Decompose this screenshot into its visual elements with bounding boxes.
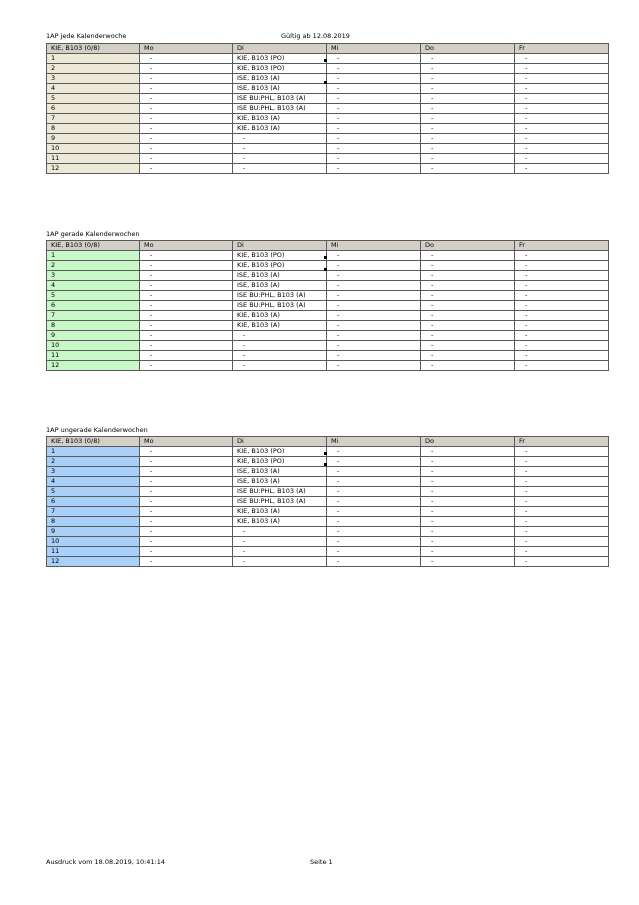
table-row xyxy=(47,557,609,567)
period-number: 11 xyxy=(47,351,140,361)
lesson-cell: - xyxy=(515,281,609,291)
lesson-cell: - xyxy=(515,527,609,537)
lesson-cell: - xyxy=(327,144,421,154)
lesson-cell: - xyxy=(327,74,421,84)
lesson-cell: - xyxy=(327,467,421,477)
table-row xyxy=(47,251,609,261)
table-row xyxy=(47,477,609,487)
period-number: 7 xyxy=(47,311,140,321)
lesson-cell: - xyxy=(327,487,421,497)
lesson-cell: - xyxy=(140,477,233,487)
period-number: 9 xyxy=(47,331,140,341)
lesson-cell: ISE, B103 (A) xyxy=(233,74,327,84)
lesson-cell: - xyxy=(233,144,327,154)
lesson-cell: - xyxy=(140,94,233,104)
lesson-cell: - xyxy=(233,557,327,567)
lesson-cell: - xyxy=(327,84,421,94)
lesson-cell: - xyxy=(327,134,421,144)
cell-marker xyxy=(324,268,327,271)
table-row xyxy=(47,74,609,84)
lesson-cell: KIE, B103 (A) xyxy=(233,517,327,527)
timetable-section-odd-weeks xyxy=(46,424,608,567)
lesson-cell: - xyxy=(421,271,515,281)
period-number: 6 xyxy=(47,104,140,114)
lesson-cell: ISE, B103 (A) xyxy=(233,271,327,281)
lesson-cell: KIE, B103 (PO) xyxy=(233,251,327,261)
lesson-cell: - xyxy=(327,557,421,567)
lesson-cell: - xyxy=(140,301,233,311)
period-number: 8 xyxy=(47,517,140,527)
cell-marker xyxy=(324,81,327,84)
lesson-cell: - xyxy=(140,457,233,467)
lesson-cell: - xyxy=(140,144,233,154)
section-title: 1AP ungerade Kalenderwochen xyxy=(46,426,148,434)
lesson-cell: - xyxy=(515,94,609,104)
lesson-cell: - xyxy=(140,74,233,84)
period-number: 4 xyxy=(47,477,140,487)
table-row xyxy=(47,154,609,164)
lesson-cell: - xyxy=(327,447,421,457)
cell-marker xyxy=(324,463,327,466)
table-row xyxy=(47,517,609,527)
lesson-cell: KIE, B103 (A) xyxy=(233,507,327,517)
lesson-cell: KIE, B103 (A) xyxy=(233,114,327,124)
period-number: 2 xyxy=(47,64,140,74)
lesson-cell: - xyxy=(233,164,327,174)
lesson-cell: - xyxy=(140,447,233,457)
timetable-section-every-week xyxy=(46,43,608,174)
lesson-cell: - xyxy=(515,351,609,361)
lesson-cell: - xyxy=(515,124,609,134)
lesson-cell: - xyxy=(421,301,515,311)
period-number: 11 xyxy=(47,154,140,164)
lesson-cell: KIE, B103 (PO) xyxy=(233,447,327,457)
lesson-cell: KIE, B103 (A) xyxy=(233,321,327,331)
day-header: Di xyxy=(233,437,327,447)
day-header: Di xyxy=(233,44,327,54)
table-row xyxy=(47,497,609,507)
lesson-cell: - xyxy=(327,497,421,507)
table-row xyxy=(47,457,609,467)
day-header: Mi xyxy=(327,44,421,54)
day-header: Do xyxy=(421,241,515,251)
lesson-cell: - xyxy=(327,341,421,351)
table-header-row xyxy=(47,437,609,447)
lesson-cell: - xyxy=(140,261,233,271)
period-number: 6 xyxy=(47,301,140,311)
table-row xyxy=(47,64,609,74)
lesson-cell: - xyxy=(140,547,233,557)
timetable-table xyxy=(46,436,609,567)
lesson-cell: - xyxy=(327,311,421,321)
lesson-cell: - xyxy=(140,281,233,291)
lesson-cell: - xyxy=(515,251,609,261)
lesson-cell: ISE BU:PHL, B103 (A) xyxy=(233,94,327,104)
lesson-cell: - xyxy=(327,457,421,467)
timetable-section-even-weeks xyxy=(46,228,608,371)
lesson-cell: - xyxy=(140,527,233,537)
day-header: Mo xyxy=(140,437,233,447)
lesson-cell: - xyxy=(515,341,609,351)
table-row xyxy=(47,104,609,114)
lesson-cell: - xyxy=(515,487,609,497)
lesson-cell: - xyxy=(421,497,515,507)
lesson-cell: - xyxy=(140,331,233,341)
lesson-cell: - xyxy=(327,321,421,331)
lesson-cell: - xyxy=(327,517,421,527)
table-header-row xyxy=(47,44,609,54)
lesson-cell: - xyxy=(515,74,609,84)
timetable-table xyxy=(46,240,609,371)
period-number: 2 xyxy=(47,457,140,467)
table-row xyxy=(47,311,609,321)
table-row xyxy=(47,507,609,517)
lesson-cell: - xyxy=(421,487,515,497)
lesson-cell: - xyxy=(140,104,233,114)
corner-cell: KIE, B103 (0/8) xyxy=(47,437,140,447)
lesson-cell: - xyxy=(421,164,515,174)
period-number: 1 xyxy=(47,251,140,261)
day-header: Mo xyxy=(140,241,233,251)
lesson-cell: - xyxy=(327,507,421,517)
period-number: 7 xyxy=(47,114,140,124)
lesson-cell: - xyxy=(140,271,233,281)
section-title: 1AP gerade Kalenderwochen xyxy=(46,230,140,238)
lesson-cell: - xyxy=(327,301,421,311)
period-number: 6 xyxy=(47,497,140,507)
lesson-cell: - xyxy=(233,341,327,351)
lesson-cell: - xyxy=(327,54,421,64)
lesson-cell: - xyxy=(327,154,421,164)
lesson-cell: - xyxy=(515,457,609,467)
period-number: 3 xyxy=(47,271,140,281)
lesson-cell: - xyxy=(421,74,515,84)
day-header: Do xyxy=(421,44,515,54)
lesson-cell: - xyxy=(233,351,327,361)
lesson-cell: - xyxy=(327,351,421,361)
period-number: 10 xyxy=(47,537,140,547)
lesson-cell: - xyxy=(140,361,233,371)
lesson-cell: ISE BU:PHL, B103 (A) xyxy=(233,497,327,507)
table-row xyxy=(47,537,609,547)
lesson-cell: - xyxy=(421,361,515,371)
lesson-cell: - xyxy=(140,537,233,547)
lesson-cell: - xyxy=(515,467,609,477)
period-number: 7 xyxy=(47,507,140,517)
table-row xyxy=(47,351,609,361)
lesson-cell: KIE, B103 (PO) xyxy=(233,54,327,64)
lesson-cell: ISE, B103 (A) xyxy=(233,84,327,94)
table-row xyxy=(47,134,609,144)
lesson-cell: - xyxy=(327,164,421,174)
day-header: Mo xyxy=(140,44,233,54)
day-header: Mi xyxy=(327,241,421,251)
lesson-cell: - xyxy=(421,251,515,261)
lesson-cell: - xyxy=(140,321,233,331)
table-row xyxy=(47,341,609,351)
lesson-cell: KIE, B103 (PO) xyxy=(233,457,327,467)
lesson-cell: - xyxy=(140,517,233,527)
table-row xyxy=(47,301,609,311)
lesson-cell: - xyxy=(421,124,515,134)
lesson-cell: - xyxy=(421,547,515,557)
lesson-cell: - xyxy=(421,154,515,164)
timetable-table xyxy=(46,43,609,174)
period-number: 10 xyxy=(47,144,140,154)
lesson-cell: - xyxy=(140,507,233,517)
lesson-cell: - xyxy=(515,64,609,74)
period-number: 4 xyxy=(47,281,140,291)
lesson-cell: ISE BU:PHL, B103 (A) xyxy=(233,487,327,497)
lesson-cell: - xyxy=(515,447,609,457)
lesson-cell: - xyxy=(515,321,609,331)
lesson-cell: - xyxy=(327,94,421,104)
lesson-cell: ISE, B103 (A) xyxy=(233,281,327,291)
period-number: 12 xyxy=(47,164,140,174)
lesson-cell: - xyxy=(515,517,609,527)
lesson-cell: ISE BU:PHL, B103 (A) xyxy=(233,104,327,114)
period-number: 2 xyxy=(47,261,140,271)
table-row xyxy=(47,94,609,104)
lesson-cell: - xyxy=(515,134,609,144)
lesson-cell: - xyxy=(421,54,515,64)
lesson-cell: - xyxy=(233,134,327,144)
table-row xyxy=(47,124,609,134)
lesson-cell: - xyxy=(140,124,233,134)
lesson-cell: - xyxy=(233,537,327,547)
lesson-cell: - xyxy=(327,477,421,487)
lesson-cell: - xyxy=(140,134,233,144)
table-row xyxy=(47,291,609,301)
lesson-cell: - xyxy=(421,477,515,487)
lesson-cell: - xyxy=(421,321,515,331)
lesson-cell: - xyxy=(140,251,233,261)
table-row xyxy=(47,114,609,124)
lesson-cell: - xyxy=(421,537,515,547)
lesson-cell: - xyxy=(421,281,515,291)
lesson-cell: - xyxy=(233,331,327,341)
lesson-cell: - xyxy=(140,154,233,164)
lesson-cell: - xyxy=(327,281,421,291)
lesson-cell: - xyxy=(515,537,609,547)
corner-cell: KIE, B103 (0/8) xyxy=(47,241,140,251)
table-row xyxy=(47,54,609,64)
lesson-cell: - xyxy=(140,64,233,74)
lesson-cell: - xyxy=(327,291,421,301)
lesson-cell: - xyxy=(233,527,327,537)
table-row xyxy=(47,271,609,281)
lesson-cell: - xyxy=(515,291,609,301)
period-number: 9 xyxy=(47,134,140,144)
cell-marker xyxy=(324,452,327,455)
table-row xyxy=(47,331,609,341)
lesson-cell: - xyxy=(421,144,515,154)
day-header: Do xyxy=(421,437,515,447)
table-row xyxy=(47,527,609,537)
period-number: 9 xyxy=(47,527,140,537)
table-header-row xyxy=(47,241,609,251)
lesson-cell: - xyxy=(421,557,515,567)
page-header-title: 1AP jede Kalenderwoche xyxy=(46,32,127,40)
lesson-cell: - xyxy=(421,94,515,104)
lesson-cell: - xyxy=(421,517,515,527)
lesson-cell: - xyxy=(140,114,233,124)
day-header: Mi xyxy=(327,437,421,447)
lesson-cell: - xyxy=(515,301,609,311)
period-number: 3 xyxy=(47,74,140,84)
period-number: 1 xyxy=(47,54,140,64)
lesson-cell: - xyxy=(140,497,233,507)
cell-marker xyxy=(324,256,327,259)
lesson-cell: - xyxy=(515,144,609,154)
lesson-cell: - xyxy=(327,331,421,341)
lesson-cell: - xyxy=(515,54,609,64)
lesson-cell: ISE, B103 (A) xyxy=(233,477,327,487)
lesson-cell: - xyxy=(515,311,609,321)
day-header: Fr xyxy=(515,44,609,54)
table-row xyxy=(47,487,609,497)
lesson-cell: - xyxy=(327,114,421,124)
period-number: 4 xyxy=(47,84,140,94)
lesson-cell: - xyxy=(515,557,609,567)
lesson-cell: - xyxy=(515,497,609,507)
lesson-cell: - xyxy=(515,271,609,281)
lesson-cell: - xyxy=(515,507,609,517)
table-row xyxy=(47,84,609,94)
lesson-cell: - xyxy=(140,557,233,567)
lesson-cell: - xyxy=(421,134,515,144)
lesson-cell: - xyxy=(421,527,515,537)
lesson-cell: - xyxy=(515,164,609,174)
table-row xyxy=(47,467,609,477)
period-number: 3 xyxy=(47,467,140,477)
lesson-cell: - xyxy=(140,84,233,94)
lesson-cell: - xyxy=(327,261,421,271)
period-number: 10 xyxy=(47,341,140,351)
table-row xyxy=(47,261,609,271)
lesson-cell: - xyxy=(515,104,609,114)
period-number: 12 xyxy=(47,557,140,567)
lesson-cell: - xyxy=(140,311,233,321)
table-row xyxy=(47,547,609,557)
lesson-cell: - xyxy=(421,447,515,457)
lesson-cell: - xyxy=(233,547,327,557)
lesson-cell: - xyxy=(140,467,233,477)
lesson-cell: - xyxy=(327,251,421,261)
lesson-cell: KIE, B103 (PO) xyxy=(233,261,327,271)
table-row xyxy=(47,361,609,371)
lesson-cell: - xyxy=(140,487,233,497)
lesson-cell: - xyxy=(421,84,515,94)
table-row xyxy=(47,164,609,174)
lesson-cell: - xyxy=(140,164,233,174)
lesson-cell: - xyxy=(140,291,233,301)
lesson-cell: - xyxy=(140,351,233,361)
lesson-cell: - xyxy=(327,537,421,547)
lesson-cell: - xyxy=(421,261,515,271)
lesson-cell: - xyxy=(421,64,515,74)
period-number: 5 xyxy=(47,94,140,104)
table-row xyxy=(47,281,609,291)
lesson-cell: - xyxy=(515,361,609,371)
period-number: 8 xyxy=(47,321,140,331)
corner-cell: KIE, B103 (0/8) xyxy=(47,44,140,54)
lesson-cell: - xyxy=(421,114,515,124)
page-number: Seite 1 xyxy=(310,858,333,866)
valid-from-label: Gültig ab 12.08.2019 xyxy=(281,32,350,40)
lesson-cell: - xyxy=(233,361,327,371)
day-header: Fr xyxy=(515,437,609,447)
lesson-cell: - xyxy=(515,477,609,487)
period-number: 8 xyxy=(47,124,140,134)
lesson-cell: - xyxy=(515,84,609,94)
period-number: 5 xyxy=(47,291,140,301)
lesson-cell: - xyxy=(515,114,609,124)
lesson-cell: - xyxy=(327,271,421,281)
lesson-cell: - xyxy=(327,527,421,537)
lesson-cell: - xyxy=(140,341,233,351)
lesson-cell: - xyxy=(421,291,515,301)
table-row xyxy=(47,447,609,457)
lesson-cell: KIE, B103 (A) xyxy=(233,311,327,321)
lesson-cell: - xyxy=(327,64,421,74)
lesson-cell: - xyxy=(327,547,421,557)
lesson-cell: - xyxy=(327,361,421,371)
period-number: 1 xyxy=(47,447,140,457)
period-number: 11 xyxy=(47,547,140,557)
lesson-cell: - xyxy=(233,154,327,164)
day-header: Fr xyxy=(515,241,609,251)
cell-marker xyxy=(324,59,327,62)
lesson-cell: - xyxy=(421,457,515,467)
lesson-cell: - xyxy=(327,104,421,114)
period-number: 12 xyxy=(47,361,140,371)
lesson-cell: ISE, B103 (A) xyxy=(233,467,327,477)
lesson-cell: - xyxy=(515,547,609,557)
lesson-cell: KIE, B103 (A) xyxy=(233,124,327,134)
lesson-cell: - xyxy=(140,54,233,64)
table-row xyxy=(47,321,609,331)
lesson-cell: - xyxy=(421,311,515,321)
lesson-cell: - xyxy=(327,124,421,134)
lesson-cell: - xyxy=(421,104,515,114)
lesson-cell: - xyxy=(421,331,515,341)
day-header: Di xyxy=(233,241,327,251)
lesson-cell: - xyxy=(421,507,515,517)
lesson-cell: - xyxy=(421,351,515,361)
lesson-cell: - xyxy=(515,331,609,341)
lesson-cell: - xyxy=(421,467,515,477)
period-number: 5 xyxy=(47,487,140,497)
lesson-cell: - xyxy=(515,154,609,164)
lesson-cell: - xyxy=(515,261,609,271)
lesson-cell: KIE, B103 (PO) xyxy=(233,64,327,74)
table-row xyxy=(47,144,609,154)
lesson-cell: ISE BU:PHL, B103 (A) xyxy=(233,301,327,311)
lesson-cell: - xyxy=(421,341,515,351)
print-timestamp: Ausdruck vom 18.08.2019, 10:41:14 xyxy=(46,858,166,866)
lesson-cell: ISE BU:PHL, B103 (A) xyxy=(233,291,327,301)
